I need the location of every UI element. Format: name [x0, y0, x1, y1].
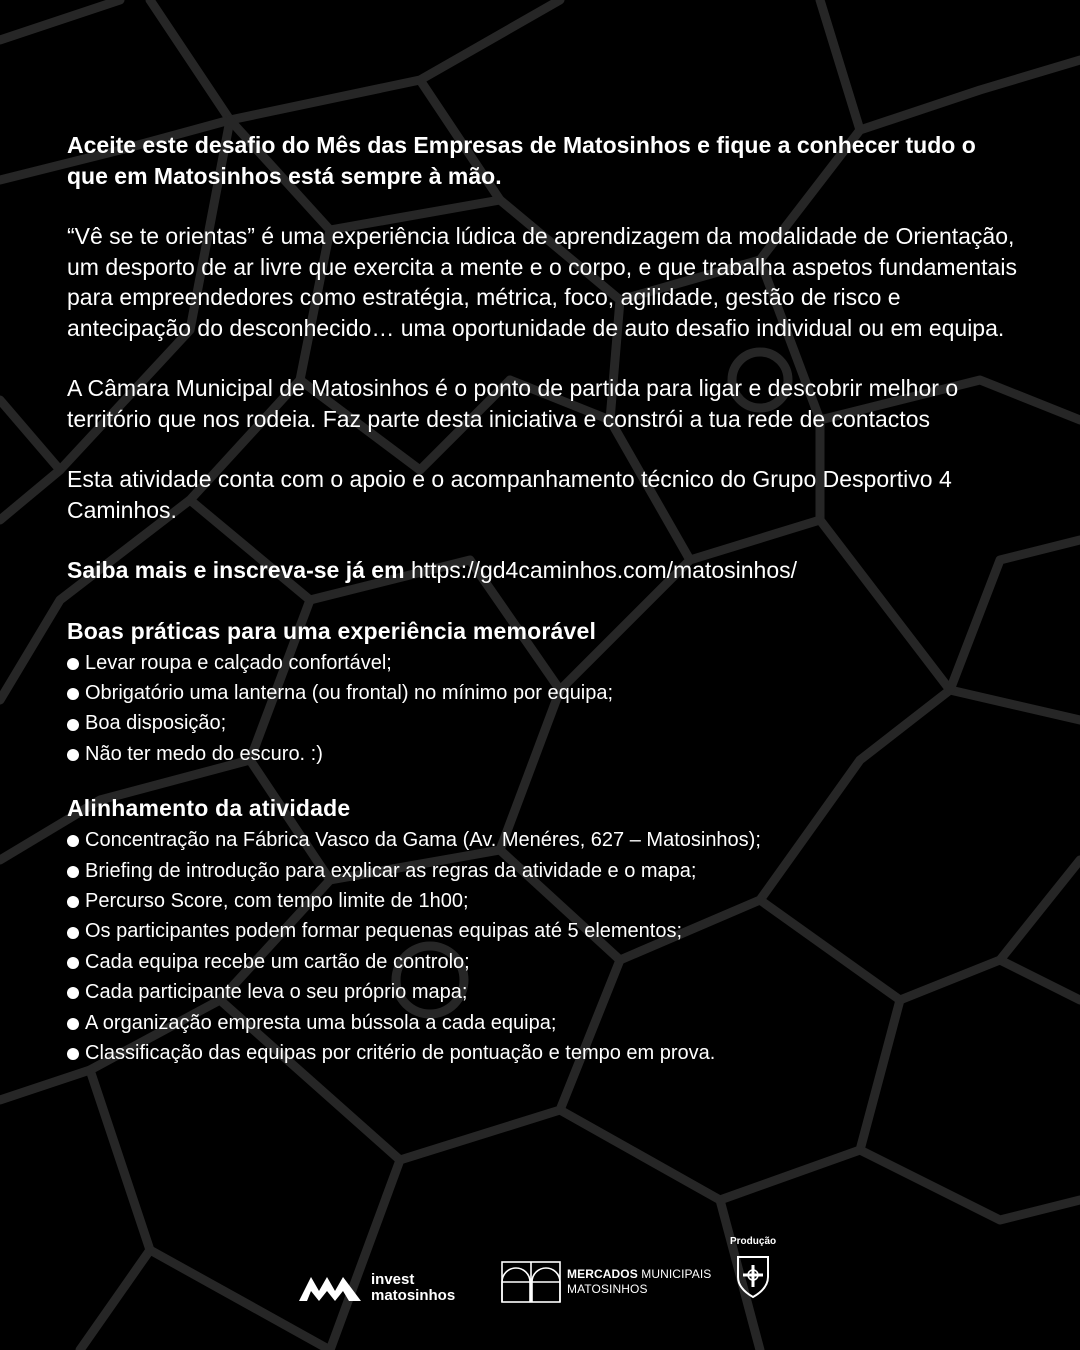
bullet-icon	[67, 987, 79, 999]
producao-label: Produção	[730, 1236, 777, 1247]
bullet-icon	[67, 1018, 79, 1030]
footer-logos	[0, 1230, 1080, 1330]
invest-matosinhos-mark-icon	[297, 1273, 363, 1303]
activity-title: Alinhamento da atividade	[67, 795, 351, 822]
signup-cta-label: Saiba mais e inscreva-se já em	[67, 557, 405, 583]
signup-link[interactable]: https://gd4caminhos.com/matosinhos/	[410, 557, 798, 583]
bullet-icon	[67, 688, 79, 700]
main-content	[67, 130, 1017, 1092]
gd4caminhos-shield-icon	[735, 1253, 771, 1299]
list-item: Percurso Score, com tempo limite de 1h00;	[67, 886, 1017, 916]
description-paragraph: A Câmara Municipal de Matosinhos é o ponto de partida para ligar e descobrir melhor o território que nos rodeia. Faz parte desta iniciativa e constrói a tua rede de contactos	[67, 375, 959, 432]
list-item: Levar roupa e calçado confortável;	[67, 648, 1017, 678]
bullet-icon	[67, 896, 79, 908]
producao-logo	[730, 1236, 776, 1299]
activity-list	[67, 825, 1017, 1068]
list-item: Obrigatório uma lanterna (ou frontal) no mínimo por equipa;	[67, 678, 1017, 708]
list-item: A organização empresta uma bússola a cada equipa;	[67, 1008, 1017, 1038]
mercados-arches-icon	[501, 1260, 561, 1304]
intro-text: Aceite este desafio do Mês das Empresas de Matosinhos e fique a conhecer tudo o que em Matosinhos está sempre à mão.	[67, 132, 976, 189]
signup-cta	[67, 555, 1017, 586]
bullet-icon	[67, 957, 79, 969]
mercados-bold: MERCADOS	[567, 1267, 638, 1281]
list-item: Cada equipa recebe um cartão de controlo;	[67, 947, 1017, 977]
bullet-icon	[67, 1048, 79, 1060]
list-item: Cada participante leva o seu próprio mapa;	[67, 977, 1017, 1007]
mercados-rest: MUNICIPAIS	[641, 1267, 712, 1281]
bullet-icon	[67, 658, 79, 670]
mercados-line2: MATOSINHOS	[567, 1282, 648, 1296]
good-practices-title: Boas práticas para uma experiência memorável	[67, 617, 597, 644]
invest-matosinhos-logo	[297, 1272, 455, 1304]
list-item: Boa disposição;	[67, 708, 1017, 738]
bullet-icon	[67, 927, 79, 939]
invest-line2: matosinhos	[371, 1287, 456, 1304]
list-item: Classificação das equipas por critério de pontuação e tempo em prova.	[67, 1038, 1017, 1068]
bullet-icon	[67, 835, 79, 847]
description-paragraph: Esta atividade conta com o apoio e o acompanhamento técnico do Grupo Desportivo 4 Caminhos.	[67, 466, 952, 523]
mercados-municipais-logo	[501, 1260, 711, 1304]
list-item: Briefing de introdução para explicar as regras da atividade e o mapa;	[67, 856, 1017, 886]
invest-line1: invest	[371, 1271, 415, 1288]
list-item: Não ter medo do escuro. :)	[67, 739, 1017, 769]
description-paragraph: “Vê se te orientas” é uma experiência lúdica de aprendizagem da modalidade de Orientação, um desporto de ar livre que exercita a mente e o corpo, e que trabalha aspetos fundamentais para empreendedores como estratégia, métrica, foco, agilidade, gestão de risco e antecipação do desconhecido… uma oportunidade de auto desafio individual ou em equipa.	[67, 223, 1017, 341]
bullet-icon	[67, 866, 79, 878]
bullet-icon	[67, 719, 79, 731]
good-practices-list	[67, 648, 1017, 770]
list-item: Concentração na Fábrica Vasco da Gama (Av. Menéres, 627 – Matosinhos);	[67, 825, 1017, 855]
bullet-icon	[67, 749, 79, 761]
list-item: Os participantes podem formar pequenas equipas até 5 elementos;	[67, 916, 1017, 946]
